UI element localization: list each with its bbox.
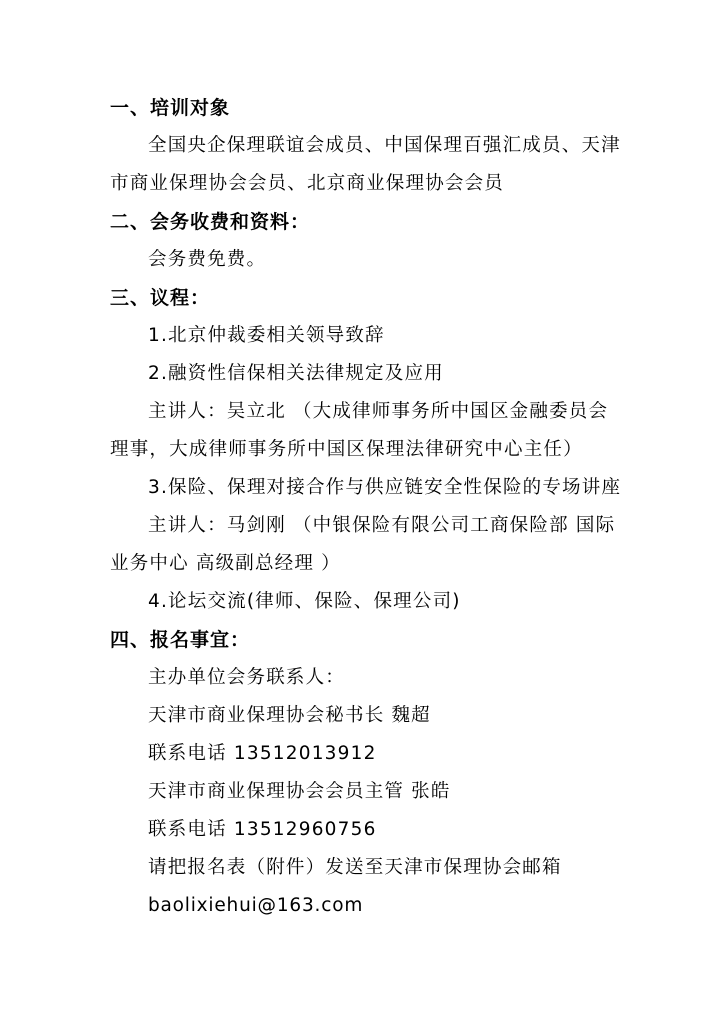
paragraph-line: 全国央企保理联谊会成员、中国保理百强汇成员、天津 [148, 135, 621, 156]
agenda-item: 3.保险、保理对接合作与供应链安全性保险的专场讲座 [148, 477, 622, 498]
speaker-line: 理事，大成律师事务所中国区保理法律研究中心主任） [110, 439, 583, 460]
contact-person: 天津市商业保理协会会员主管 张皓 [148, 781, 451, 802]
contact-phone: 联系电话 13512013912 [148, 743, 377, 764]
section-heading-fees: 二、会务收费和资料： [110, 211, 311, 233]
contact-label: 主办单位会务联系人： [148, 667, 346, 688]
paragraph-line: 会务费免费。 [148, 249, 267, 270]
speaker-line: 主讲人：马剑刚 （中银保险有限公司工商保险部 国际 [148, 515, 616, 536]
contact-phone: 联系电话 13512960756 [148, 819, 377, 840]
paragraph-line: 市商业保理协会会员、北京商业保理协会会员 [110, 173, 505, 194]
section-heading-training-target: 一、培训对象 [110, 97, 231, 119]
speaker-line: 业务中心 高级副总经理 ） [110, 553, 341, 574]
speaker-line: 主讲人：吴立北 （大成律师事务所中国区金融委员会 [148, 401, 609, 422]
submission-instruction: 请把报名表（附件）发送至天津市保理协会邮箱 [148, 857, 562, 878]
contact-email: baolixiehui@163.com [148, 895, 364, 916]
contact-person: 天津市商业保理协会秘书长 魏超 [148, 705, 431, 726]
agenda-item: 2.融资性信保相关法律规定及应用 [148, 363, 444, 384]
agenda-item: 4.论坛交流(律师、保险、保理公司) [148, 591, 461, 612]
section-heading-agenda: 三、议程： [110, 287, 211, 309]
agenda-item: 1.北京仲裁委相关领导致辞 [148, 325, 385, 346]
section-heading-registration: 四、报名事宜： [110, 629, 251, 651]
